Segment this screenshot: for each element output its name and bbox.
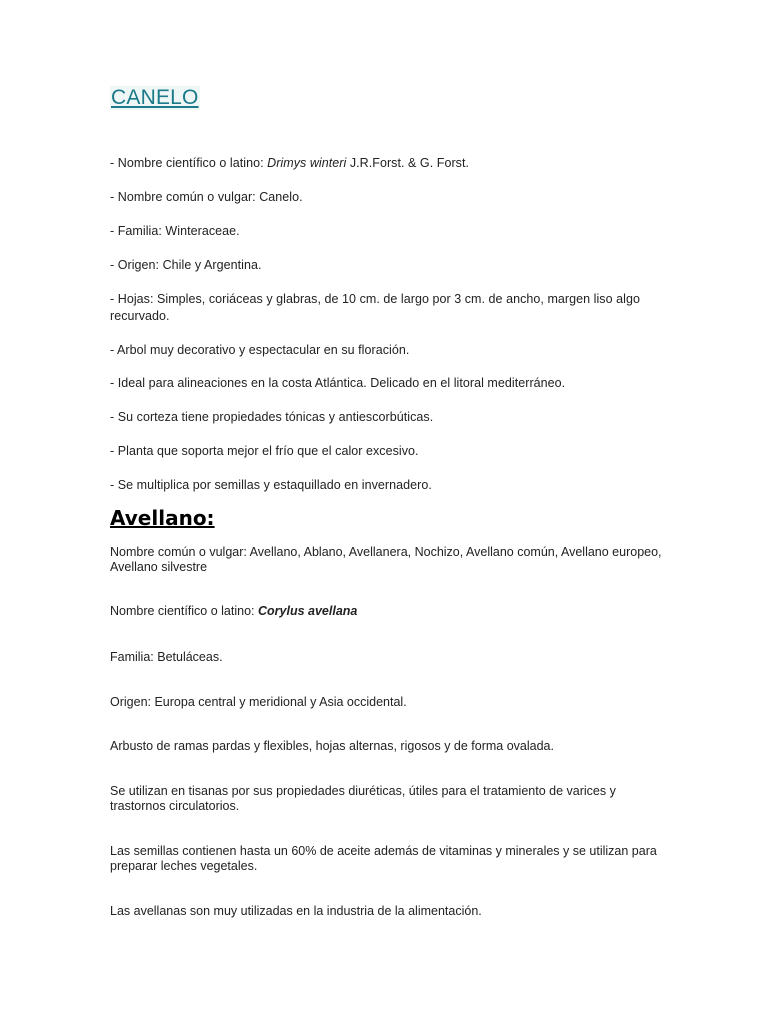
canelo-common-name: - Nombre común o vulgar: Canelo. [110, 190, 303, 204]
avellano-scientific-name [110, 604, 665, 619]
avellano-family: Familia: Betuláceas. [110, 650, 223, 664]
canelo-family: - Familia: Winteraceae. [110, 224, 240, 238]
canelo-tree: - Arbol muy decorativo y espectacular en su floración. [110, 343, 410, 357]
canelo-origin: - Origen: Chile y Argentina. [110, 258, 262, 272]
avellano-origin: Origen: Europa central y meridional y Asia occidental. [110, 695, 407, 709]
canelo-plant: - Planta que soporta mejor el frío que el calor excesivo. [110, 444, 419, 458]
avellano-infusions: Se utilizan en tisanas por sus propiedades diuréticas, útiles para el tratamiento de varices y trastornos circulatorios. [110, 784, 616, 813]
avellano-shrub: Arbusto de ramas pardas y flexibles, hojas alternas, rigosos y de forma ovalada. [110, 739, 554, 753]
canelo-scientific-name [110, 155, 670, 172]
canelo-ideal: - Ideal para alineaciones en la costa Atlántica. Delicado en el litoral mediterráneo. [110, 376, 566, 390]
sci-italic: Drimys winteri [267, 156, 347, 170]
canelo-leaves: - Hojas: Simples, coriáceas y glabras, de 10 cm. de largo por 3 cm. de ancho, margen liso algo recurvado. [110, 292, 640, 323]
avellano-title: Avellano: [110, 506, 215, 530]
canelo-title-link[interactable]: CANELO [111, 86, 199, 109]
sci-bold: Corylus avellana [258, 604, 358, 618]
canelo-bark: - Su corteza tiene propiedades tónicas y antiescorbúticas. [110, 410, 434, 424]
sci-prefix: - Nombre científico o latino: [110, 156, 268, 170]
sci-suffix: J.R.Forst. & G. Forst. [346, 156, 470, 170]
sci-prefix: Nombre científico o latino: [110, 604, 258, 618]
canelo-propagation: - Se multiplica por semillas y estaquillado en invernadero. [110, 478, 432, 492]
avellano-industry: Las avellanas son muy utilizadas en la industria de la alimentación. [110, 904, 482, 918]
avellano-common-name: Nombre común o vulgar: Avellano, Ablano, Avellanera, Nochizo, Avellano común, Avellano europeo, Avellano silvestre [110, 545, 662, 574]
avellano-seeds: Las semillas contienen hasta un 60% de aceite además de vitaminas y minerales y se utilizan para preparar leches vegetales. [110, 844, 657, 873]
